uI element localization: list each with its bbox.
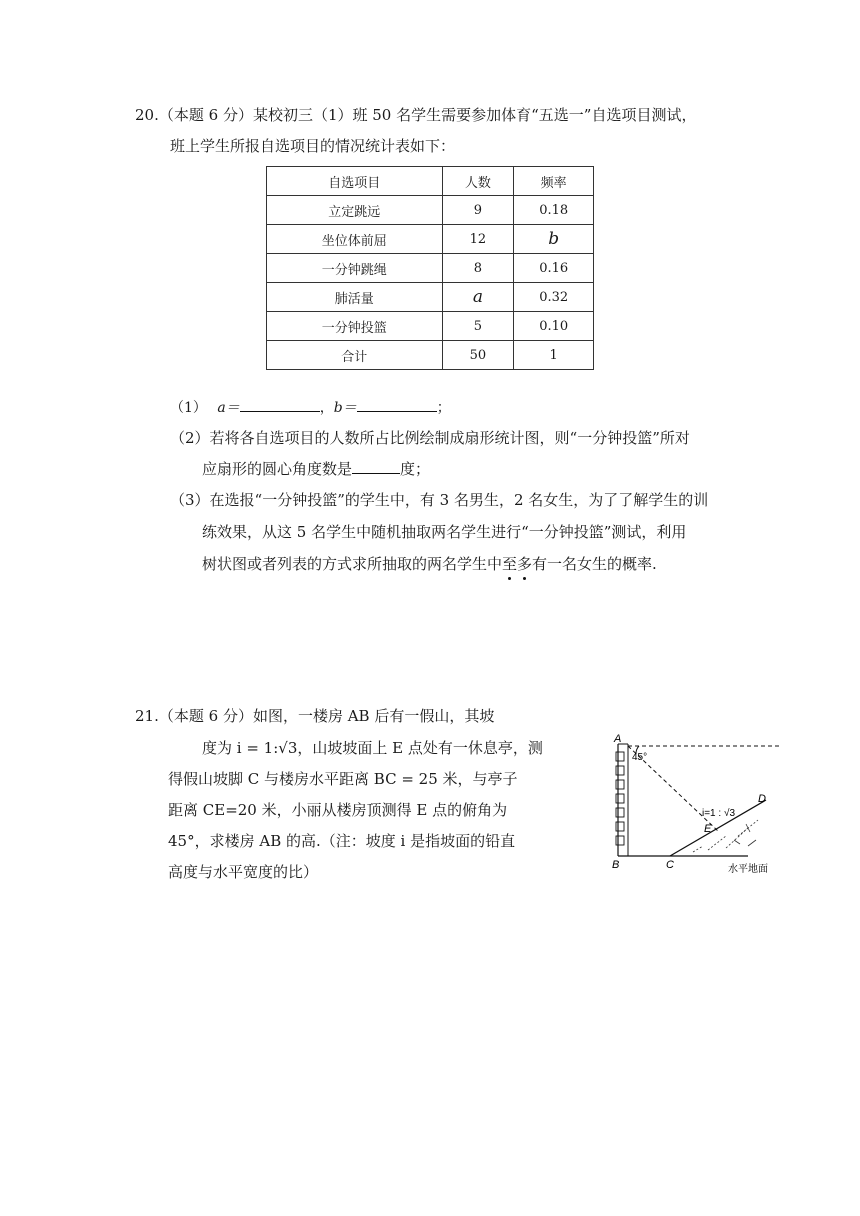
q20-number: 20.: [135, 106, 159, 124]
ground-label: 水平地面: [728, 864, 768, 875]
building-ab: [616, 744, 628, 856]
table-cell: 0.18: [514, 196, 594, 225]
q20-stem-line2: 班上学生所报自选项目的情况统计表如下：: [170, 137, 456, 155]
q20-part3-line2: 练效果，从这 5 名学生中随机抽取两名学生进行“一分钟投篮”测试，利用: [202, 523, 687, 541]
angle-label: 45°: [632, 752, 648, 763]
emphasis-dot: [523, 577, 526, 580]
table-cell: 0.10: [514, 312, 594, 341]
q21-line2: 度为 i = 1:√3，山坡坡面上 E 点处有一休息亭，测: [202, 739, 543, 757]
table-cell: 一分钟跳绳: [267, 254, 443, 283]
q20-points: （本题 6 分）: [158, 106, 253, 124]
table-cell: 8: [442, 254, 514, 283]
a-label: a＝: [217, 400, 240, 416]
table-header: 频率: [514, 167, 594, 196]
table-header-row: [267, 167, 594, 196]
part3-text-post: 有一名女生的概率.: [532, 555, 657, 573]
q20-part2-line2: [202, 457, 430, 480]
b-label: b＝: [333, 400, 357, 416]
q20-part2-line1: （2）若将各自选项目的人数所占比例绘制成扇形统计图，则“一分钟投篮”所对: [170, 429, 690, 447]
label-e: E: [704, 823, 712, 835]
table-cell: 0.16: [514, 254, 594, 283]
q21-line6: 高度与水平宽度的比）: [168, 863, 319, 881]
slope-label: i=1 : √3: [702, 808, 736, 819]
q20-part3-line3: [202, 553, 657, 575]
table-row: [267, 196, 594, 225]
q21-line3: 得假山坡脚 C 与楼房水平距离 BC = 25 米，与亭子: [168, 770, 518, 788]
part1-end: ；: [436, 400, 451, 416]
stats-table: [266, 166, 594, 370]
table-cell: 肺活量: [267, 283, 443, 312]
q20-stem-line1: 某校初三（1）班 50 名学生需要参加体育“五选一”自选项目测试，: [252, 106, 697, 124]
table-cell-variable: a: [442, 283, 514, 312]
a-answer-blank[interactable]: [240, 395, 320, 412]
table-header: 自选项目: [267, 167, 443, 196]
table-cell: 合计: [267, 341, 443, 370]
table-row: [267, 254, 594, 283]
q20-part3-line1: （3）在选报“一分钟投篮”的学生中，有 3 名男生，2 名女生，为了了解学生的训: [170, 491, 709, 509]
table-row: [267, 225, 594, 254]
part2-text-post: 度；: [400, 460, 431, 478]
table-row: [267, 283, 594, 312]
table-cell-variable: b: [514, 225, 594, 254]
part1-number: （1）: [170, 400, 207, 416]
label-c: C: [666, 859, 674, 871]
emphasis-text: 至多: [502, 555, 533, 573]
table-cell: 一分钟投篮: [267, 312, 443, 341]
angle-answer-blank[interactable]: [352, 457, 400, 474]
label-b: B: [612, 859, 620, 871]
q21-line4: 距离 CE=20 米，小丽从楼房顶测得 E 点的俯角为: [168, 801, 508, 819]
table-cell: 立定跳远: [267, 196, 443, 225]
table-cell: 9: [442, 196, 514, 225]
part3-emphasis: [502, 553, 532, 575]
part1-separator: ，: [319, 400, 334, 416]
table-cell: 50: [442, 341, 514, 370]
emphasis-dot: [508, 577, 511, 580]
q21-text-line1: 如图，一楼房 AB 后有一假山，其坡: [252, 707, 495, 725]
table-cell: 坐位体前屈: [267, 225, 443, 254]
table-row: [267, 312, 594, 341]
table-cell: 1: [514, 341, 594, 370]
hill-hatching: [693, 820, 758, 852]
q21-points: （本题 6 分）: [158, 707, 253, 725]
part3-text-pre: 树状图或者列表的方式求所抽取的两名学生中: [202, 555, 503, 573]
table-cell: 12: [442, 225, 514, 254]
q21-line5: 45°，求楼房 AB 的高.（注：坡度 i 是指坡面的铅直: [168, 832, 516, 850]
table-cell: 5: [442, 312, 514, 341]
building-slope-diagram: [598, 728, 798, 883]
q21-line1: [135, 705, 494, 727]
label-a: A: [614, 733, 622, 745]
label-d: D: [758, 793, 766, 805]
part2-text-pre: 应扇形的圆心角度数是: [202, 460, 353, 478]
table-row: [267, 341, 594, 370]
table-cell: 0.32: [514, 283, 594, 312]
table-header: 人数: [442, 167, 514, 196]
q20-part1: [170, 395, 451, 418]
b-answer-blank[interactable]: [357, 395, 437, 412]
q21-number: 21.: [135, 707, 159, 725]
q20-line1: [135, 104, 696, 126]
